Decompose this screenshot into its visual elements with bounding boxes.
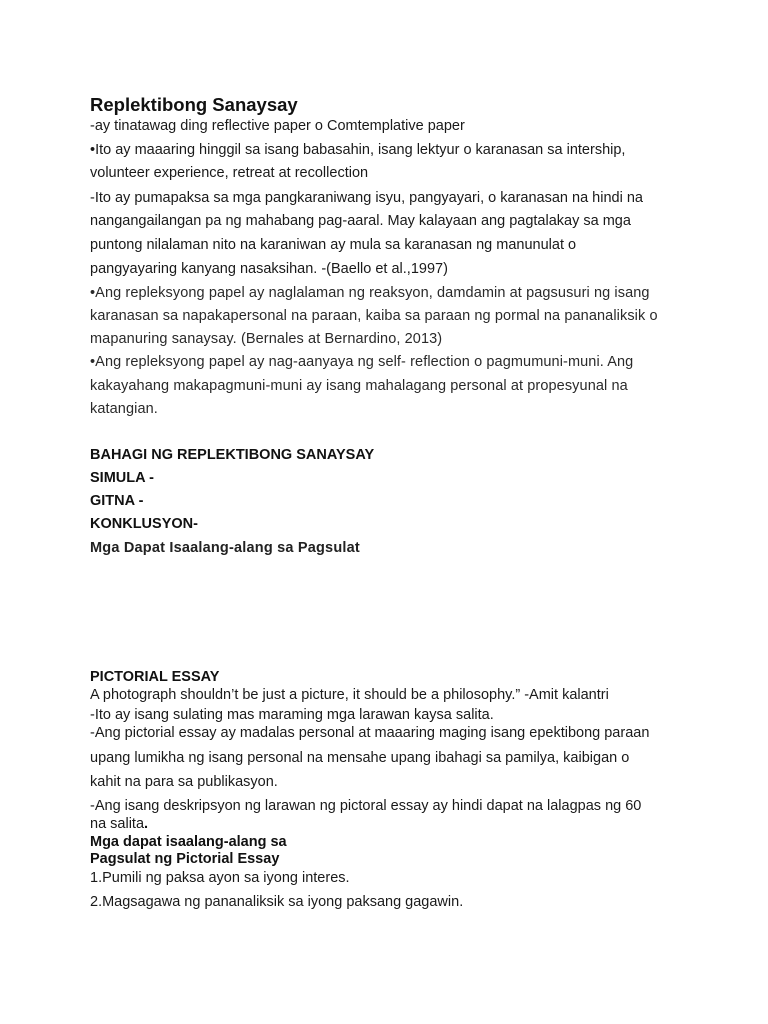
intro-line: volunteer experience, retreat at recollection [90,165,369,181]
pictorial-quote: A photograph shouldn’t be just a picture, it should be a philosophy.” -Amit kalantri [90,687,609,703]
pictorial-desc-text: na salita [90,816,145,832]
step-item: 1.Pumili ng paksa ayon sa iyong interes. [90,870,350,886]
pictorial-para-line: -Ang pictorial essay ay madalas personal at maaaring maging isang epektibong paraan [90,725,650,741]
intro-line: puntong nilalaman nito na karaniwan ay mula sa karanasan ng manunulat o [90,237,577,253]
pictorial-para-line: upang lumikha ng isang personal na mensahe upang ibahagi sa pamilya, kaibigan o [90,750,630,766]
pictorial-para-line: kahit na para sa publikasyon. [90,774,278,790]
pictorial-heading: PICTORIAL ESSAY [90,669,220,685]
intro-line: •Ang repleksyong papel ay nag-aanyaya ng self- reflection o pagmumuni-muni. Ang [90,354,634,370]
intro-line: nangangailangan pa ng mahabang pag-aaral. May kalayaan ang pagtalakay sa mga [90,213,631,229]
pictorial-line: -Ito ay isang sulating mas maraming mga larawan kaysa salita. [90,707,494,723]
intro-line: mapanuring sanaysay. (Bernales at Bernardino, 2013) [90,331,443,347]
intro-line: pangyayaring kanyang nasaksihan. -(Baello et al.,1997) [90,261,448,277]
part-simula: SIMULA - [90,470,154,486]
intro-line: katangian. [90,401,158,417]
pictorial-subheading: Mga dapat isaalang-alang sa [90,834,287,850]
pictorial-subheading: Pagsulat ng Pictorial Essay [90,851,280,867]
parts-heading: BAHAGI NG REPLEKTIBONG SANAYSAY [90,447,375,463]
intro-line: •Ito ay maaaring hinggil sa isang babasahin, isang lektyur o karanasan sa intership, [90,142,626,158]
intro-line: •Ang repleksyong papel ay naglalaman ng reaksyon, damdamin at pagsusuri ng isang [90,285,650,301]
pictorial-desc-line [90,815,148,833]
part-konklusyon: KONKLUSYON- [90,516,198,532]
step-item: 2.Magsagawa ng pananaliksik sa iyong paksang gagawin. [90,894,464,910]
intro-line: kakayahang makapagmuni-muni ay isang mahalagang personal at propesyunal na [90,378,628,394]
document-title: Replektibong Sanaysay [90,94,298,115]
part-gitna: GITNA - [90,493,144,509]
pictorial-desc-line: -Ang isang deskripsyon ng larawan ng pictoral essay ay hindi dapat na lalagpas ng 60 [90,798,642,814]
intro-line: -ay tinatawag ding reflective paper o Comtemplative paper [90,118,465,134]
considerations-heading: Mga Dapat Isaalang-alang sa Pagsulat [90,540,360,556]
intro-line: -Ito ay pumapaksa sa mga pangkaraniwang isyu, pangyayari, o karanasan na hindi na [90,190,643,206]
intro-line: karanasan sa napakapersonal na paraan, kaiba sa paraan ng pormal na pananaliksik o [90,308,658,324]
pictorial-desc-period: . [144,816,149,832]
